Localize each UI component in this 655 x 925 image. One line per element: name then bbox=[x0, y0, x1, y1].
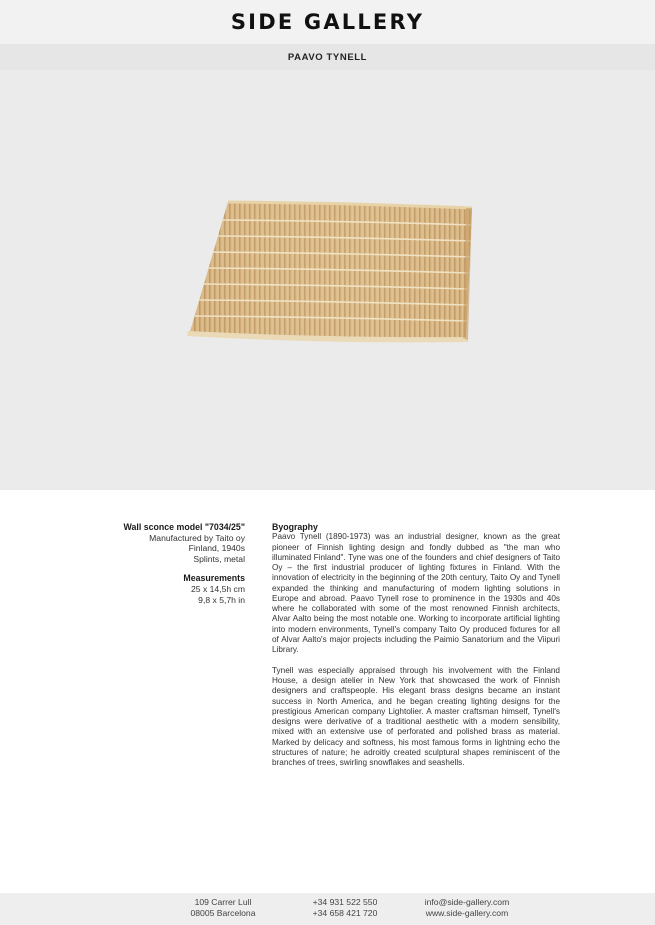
footer bbox=[0, 893, 655, 925]
email-link[interactable]: info@side-gallery.com bbox=[424, 897, 510, 907]
spec-materials: Splints, metal bbox=[193, 553, 245, 564]
biography-paragraph: Tynell was especially appraised through his involvement with the Finland House, a design atelier in New York that showcased the work of Finnish designers and craftspeople. His elegant brass designs became an instant success in North America, and he began creating lighting designs for the prestigious American company Lightolier. A master craftsman himself, Tynell's designs were derivative of a traditional aesthetic with a modern sensibility, mixed with an extensive use of perforated and polished brass as material. Marked by delicacy and softness, his most famous forms in lightning echo the structures of nature; he adroitly created sculptural shapes reminiscent of the branches of trees, swirling snowflakes and seashells. bbox=[272, 665, 560, 767]
biography bbox=[272, 522, 560, 768]
designer-bar bbox=[0, 44, 655, 70]
product-image-area bbox=[0, 70, 655, 490]
spec-origin: Finland, 1940s bbox=[188, 543, 245, 554]
gallery-logo[interactable]: SIDE GALLERY bbox=[230, 10, 425, 34]
phone-1[interactable]: +34 931 522 550 bbox=[312, 897, 378, 907]
biography-title: Byography bbox=[272, 522, 318, 532]
address-city: 08005 Barcelona bbox=[190, 908, 256, 918]
wall-sconce-image bbox=[0, 70, 655, 490]
spec-manufacturer: Manufactured by Taito oy bbox=[149, 532, 245, 543]
address-street: 109 Carrer Lull bbox=[194, 897, 252, 907]
website-link[interactable]: www.side-gallery.com bbox=[425, 908, 509, 918]
measurement-cm: 25 x 14,5h cm bbox=[191, 583, 245, 594]
designer-name: PAAVO TYNELL bbox=[287, 51, 368, 63]
phone-2[interactable]: +34 658 421 720 bbox=[312, 908, 378, 918]
measurements-title: Measurements bbox=[183, 573, 245, 584]
lamp-shade bbox=[180, 198, 480, 343]
footer-contact bbox=[412, 897, 522, 919]
product-title: Wall sconce model "7034/25" bbox=[123, 522, 245, 532]
site-header bbox=[0, 0, 655, 44]
product-specs bbox=[40, 522, 245, 605]
footer-address bbox=[168, 897, 278, 919]
biography-paragraph: Paavo Tynell (1890-1973) was an industrial designer, known as the great pioneer of Finnish lighting design and fondly dubbed as "the man who illuminated Finland". Tyne was one of the founders and chief designers of Taito Oy – the first industrial producer of lighting fixtures in Finland. With the innovation of electricity in the beginning of the 20th century, Taito Oy and Tynell expanded the thinking and manufacturing of modern lighting solutions in Europe and abroad. Paavo Tynell rose to prominence in the 1930s and 40s where he collaborated with some of the most renowned Finnish architects, Alvar Aalto being the most notable one. Working to incorporate artificial lighting into modern environments, Tynell's company Taito Oy produced fixtures for all of Alvar Aalto's major projects including the Paimio Sanatorium and the Viipuri Library. bbox=[272, 532, 560, 654]
measurement-in: 9,8 x 5,7h in bbox=[198, 594, 245, 605]
footer-phones bbox=[290, 897, 400, 919]
